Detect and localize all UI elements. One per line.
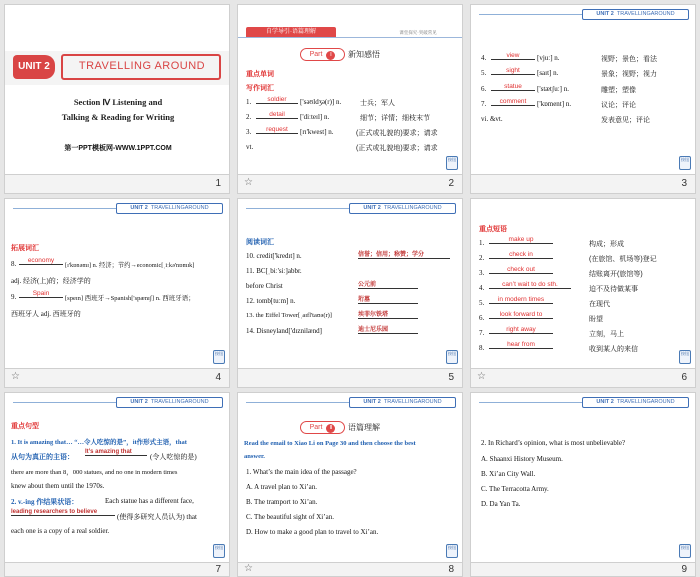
slide-number: 9 [681, 564, 687, 575]
answer-blank[interactable]: comment [491, 98, 535, 106]
phonetic: [vjuː] n. [537, 54, 560, 62]
unit-label: UNIT 2 [363, 205, 381, 211]
answer-blank[interactable]: sight [491, 67, 535, 75]
nav-corner-icon[interactable]: 按钮 [679, 350, 691, 364]
unit-label: UNIT 2 [363, 399, 381, 405]
star-icon[interactable]: ☆ [11, 371, 20, 382]
header-line [13, 402, 119, 403]
header-line [13, 208, 119, 209]
slide-number: 8 [448, 564, 454, 575]
slide-6-footer [470, 369, 696, 388]
row-num: 8. [11, 260, 17, 268]
meaning: 构成；形成 [589, 241, 624, 248]
phonetic: ['stætʃuː] n. [537, 85, 569, 93]
answer-blank[interactable]: economy [19, 257, 63, 265]
meaning: 收到某人的来信 [589, 346, 638, 353]
option-a[interactable]: A. Shaanxi History Museum. [481, 455, 563, 463]
header-line [246, 402, 352, 403]
slide-9[interactable] [470, 392, 696, 563]
section-line-1: Section Ⅳ Listening and [73, 97, 163, 107]
unit-title: TRAVELLINGAROUND [616, 11, 675, 17]
phonetic: [saɪt] n. [537, 69, 559, 77]
unit-label: UNIT 2 [130, 205, 148, 211]
slide-7[interactable] [4, 392, 230, 563]
part-number: Ⅱ [326, 424, 335, 433]
slide-number: 6 [681, 372, 687, 383]
row-num: 1. [479, 239, 485, 247]
sentence-pattern: 2. v.-ing 作结果状语： [11, 498, 79, 506]
answer-blank[interactable]: can’t wait to do sth. [489, 281, 571, 289]
subhead-key-phrases: 重点短语 [479, 226, 507, 233]
row-num: 2. [246, 113, 252, 121]
answer-blank[interactable]: view [491, 52, 535, 60]
answer-blank[interactable]: right away [489, 326, 553, 334]
unit-title: TRAVELLINGAROUND [150, 205, 209, 211]
answer-blank[interactable]: check out [489, 266, 553, 274]
unit-title: TRAVELLINGAROUND [383, 399, 442, 405]
row-num: 4. [481, 54, 487, 62]
meaning: 结账离开(旅馆等) [589, 271, 643, 278]
part-label: Part [309, 424, 323, 431]
meaning: 议论；评论 [601, 102, 636, 109]
star-icon[interactable]: ☆ [244, 563, 253, 574]
line-text: knew about them until the 1970s. [11, 482, 105, 490]
vocab-item: 10. credit['kredɪt] n. [246, 252, 302, 260]
row-num: 1. [246, 98, 252, 106]
slide-2-footer [237, 175, 463, 194]
unit-title: TRAVELLINGAROUND [150, 399, 209, 405]
part-badge [300, 421, 345, 434]
line-text: (令人吃惊的是) [150, 453, 197, 461]
slide-4-footer [4, 369, 230, 388]
site-label: 第一PPT模板网-WWW.1PPT.COM [64, 145, 172, 152]
slide-number: 1 [215, 178, 221, 189]
phonetic: ['səʊldʒə(r)] n. [300, 98, 342, 106]
unit-header [582, 9, 689, 20]
row-num: 5. [481, 69, 487, 77]
row-num: 4. [479, 284, 485, 292]
subhead-reading-vocab: 阅读词汇 [246, 239, 274, 246]
instruction: answer. [244, 453, 265, 460]
header-line [479, 402, 585, 403]
row-num: vt. [246, 143, 254, 151]
subhead-extended-vocab: 拓展词汇 [11, 245, 39, 252]
slide-1-footer [4, 175, 230, 194]
phonetic: [rɪ'kwest] n. [300, 128, 334, 136]
vocab-item: 11. BC[ˌbiː'siː]abbr. [246, 267, 302, 275]
answer-blank[interactable]: in modern times [489, 296, 553, 304]
part-title: 新知感悟 [348, 50, 380, 59]
unit-header [349, 203, 456, 214]
answer-blank[interactable]: 迪士尼乐园 [358, 324, 418, 334]
meaning: 景象；视野；视力 [601, 71, 657, 78]
row-num: 6. [479, 314, 485, 322]
vocab-item: 14. Disneyland['dɪznilænd] [246, 327, 322, 335]
row-num: 7. [479, 329, 485, 337]
star-icon[interactable]: ☆ [244, 177, 253, 188]
meaning: 细节；详情；细枝末节 [360, 115, 430, 122]
meaning: 发表意见；评论 [601, 117, 650, 124]
meaning: (正式或礼貌的)要求；请求 [356, 130, 438, 137]
unit-header [116, 203, 223, 214]
option-d[interactable]: D. Da Yan Ta. [481, 500, 521, 508]
answer-blank[interactable]: statue [491, 83, 535, 91]
unit-header [116, 397, 223, 408]
unit-header [582, 397, 689, 408]
answer-blank[interactable]: soldier [256, 96, 298, 104]
row-num: 7. [481, 100, 487, 108]
section-tab-active[interactable]: 自学导引·语篇理解 [246, 27, 336, 37]
row-num: 9. [11, 293, 17, 301]
sentence-pattern: 1. It is amazing that… “…令人吃惊的是”，it作形式主语，that [11, 439, 187, 446]
answer-blank[interactable]: 埃菲尔铁塔 [358, 309, 418, 319]
answer-blank[interactable]: 公元前 [358, 279, 418, 289]
slide-3[interactable] [470, 4, 696, 175]
row-num: 5. [479, 299, 485, 307]
option-c[interactable]: C. The Terracotta Army. [481, 485, 549, 493]
slide-5-footer [237, 369, 463, 388]
nav-corner-icon[interactable]: 按钮 [446, 350, 458, 364]
unit-header [349, 397, 456, 408]
option-c[interactable]: C. The beautiful sight of Xi’an. [246, 513, 334, 521]
nav-corner-icon[interactable]: 按钮 [213, 544, 225, 558]
slide-number: 4 [215, 372, 221, 383]
unit-title: TRAVELLINGAROUND [383, 205, 442, 211]
slide-8[interactable] [237, 392, 463, 563]
answer-blank[interactable]: make up [489, 236, 553, 244]
nav-corner-icon[interactable]: 按钮 [679, 156, 691, 170]
line-text: each one is a copy of a real soldier. [11, 527, 110, 535]
section-line-2: Talking & Reading for Writing [61, 112, 175, 122]
header-line [479, 14, 585, 15]
vocab-item: before Christ [246, 282, 283, 290]
answer-blank[interactable]: 垳墓 [358, 294, 418, 304]
unit-label: UNIT 2 [596, 11, 614, 17]
answer-blank[interactable]: It’s amazing that [85, 449, 147, 456]
meaning: 雕塑；塑像 [601, 87, 636, 94]
answer-blank[interactable]: detail [256, 111, 298, 119]
meaning: 在现代 [589, 301, 610, 308]
answer-blank[interactable]: Spain [19, 290, 63, 298]
meaning: 视野；景色；看法 [601, 56, 657, 63]
answer-blank[interactable]: hear from [489, 341, 553, 349]
slide-number: 3 [681, 178, 687, 189]
nav-corner-icon[interactable]: 按钮 [446, 544, 458, 558]
meaning: 迫不及待做某事 [589, 286, 638, 293]
slide-9-footer [470, 563, 696, 577]
meaning: 盼望 [589, 316, 603, 323]
meaning: (在旅馆、机场等)登记 [589, 256, 657, 263]
subhead-key-words: 重点单词 [246, 71, 274, 78]
answer-blank[interactable]: leading researchers to believe [11, 509, 115, 516]
slide-8-footer [237, 563, 463, 577]
line-text: [ɪ'kɒnəmɪ] n. 经济；节约→economic[ˌiːkə'nɒmɪk] [65, 262, 195, 269]
slide-number: 5 [448, 372, 454, 383]
nav-corner-icon[interactable]: 按钮 [213, 350, 225, 364]
vocab-item: 13. the Eiffel Tower[ˌaɪfl'taʊə(r)] [246, 312, 332, 319]
answer-blank[interactable]: look forward to [489, 311, 553, 319]
slide-4[interactable] [4, 198, 230, 369]
sentence-pattern: 从句为真正的主语： [11, 453, 74, 461]
row-num: 8. [479, 344, 485, 352]
row-num: 2. [479, 254, 485, 262]
slide-5[interactable] [237, 198, 463, 369]
unit-label: UNIT 2 [130, 399, 148, 405]
slide-number: 2 [448, 178, 454, 189]
slide-3-footer [470, 175, 696, 194]
line-text: (使得多研究人员认为) that [117, 513, 197, 521]
slide-7-footer [4, 563, 230, 577]
header-line [246, 208, 352, 209]
meaning: 士兵；军人 [360, 100, 395, 107]
row-num: 6. [481, 85, 487, 93]
slide-title: TRAVELLING AROUND [78, 60, 206, 72]
line-text: adj. 经济(上)的；经济学的 [11, 277, 91, 285]
part-badge [300, 48, 345, 61]
meaning: (正式或礼貌地)要求；请求 [356, 145, 438, 152]
answer-blank[interactable]: request [256, 126, 298, 134]
option-a[interactable]: A. A travel plan to Xi’an. [246, 483, 317, 491]
row-num: 3. [246, 128, 252, 136]
part-label: Part [309, 51, 323, 58]
answer-blank[interactable]: 信誉；信用；称赞；学分 [358, 249, 450, 259]
option-b[interactable]: B. Xi’an City Wall. [481, 470, 536, 478]
unit-label: UNIT 2 [596, 399, 614, 405]
phonetic: ['kɒment] n. [537, 100, 572, 108]
answer-blank[interactable]: check in [489, 251, 553, 259]
part-title: 语篇理解 [348, 423, 380, 432]
question: 1. What’s the main idea of the passage? [246, 468, 357, 476]
slide-2[interactable] [237, 4, 463, 175]
option-b[interactable]: B. The tramport to Xi’an. [246, 498, 318, 506]
line-text: there are more than 8，000 statues, and no one in modern times [11, 469, 178, 476]
subhead-key-sentences: 重点句型 [11, 423, 39, 430]
nav-corner-icon[interactable]: 按钮 [679, 544, 691, 558]
row-num: vi. &vt. [481, 115, 503, 123]
line-text: Each statue has a different face, [105, 497, 194, 505]
option-d[interactable]: D. How to make a good plan to travel to Xi’an. [246, 528, 379, 536]
nav-corner-icon[interactable]: 按钮 [446, 156, 458, 170]
row-num: 3. [479, 269, 485, 277]
unit-title: TRAVELLINGAROUND [616, 399, 675, 405]
question: 2. In Richard’s opinion, what is most unbelievable? [481, 439, 626, 447]
meaning: 立刻，马上 [589, 331, 624, 338]
line-text: [speɪn] 西班牙→Spanish['spænɪʃ] n. 西班牙语； [65, 295, 195, 302]
slide-1[interactable] [4, 4, 230, 175]
phonetic: ['diːteɪl] n. [300, 113, 330, 121]
part-number: Ⅰ [326, 51, 335, 60]
subhead-writing-vocab: 写作词汇 [246, 85, 274, 92]
section-tab-inactive[interactable]: 课堂探究·突破常见 [399, 30, 437, 35]
line-text: 西班牙人 adj. 西班牙的 [11, 310, 81, 318]
star-icon[interactable]: ☆ [477, 371, 486, 382]
vocab-item: 12. tomb[tuːm] n. [246, 297, 296, 305]
unit-badge: UNIT 2 [13, 55, 55, 79]
slide-number: 7 [215, 564, 221, 575]
slide-6[interactable] [470, 198, 696, 369]
instruction: Read the email to Xiao Li on Page 30 and then choose the best [244, 440, 416, 447]
